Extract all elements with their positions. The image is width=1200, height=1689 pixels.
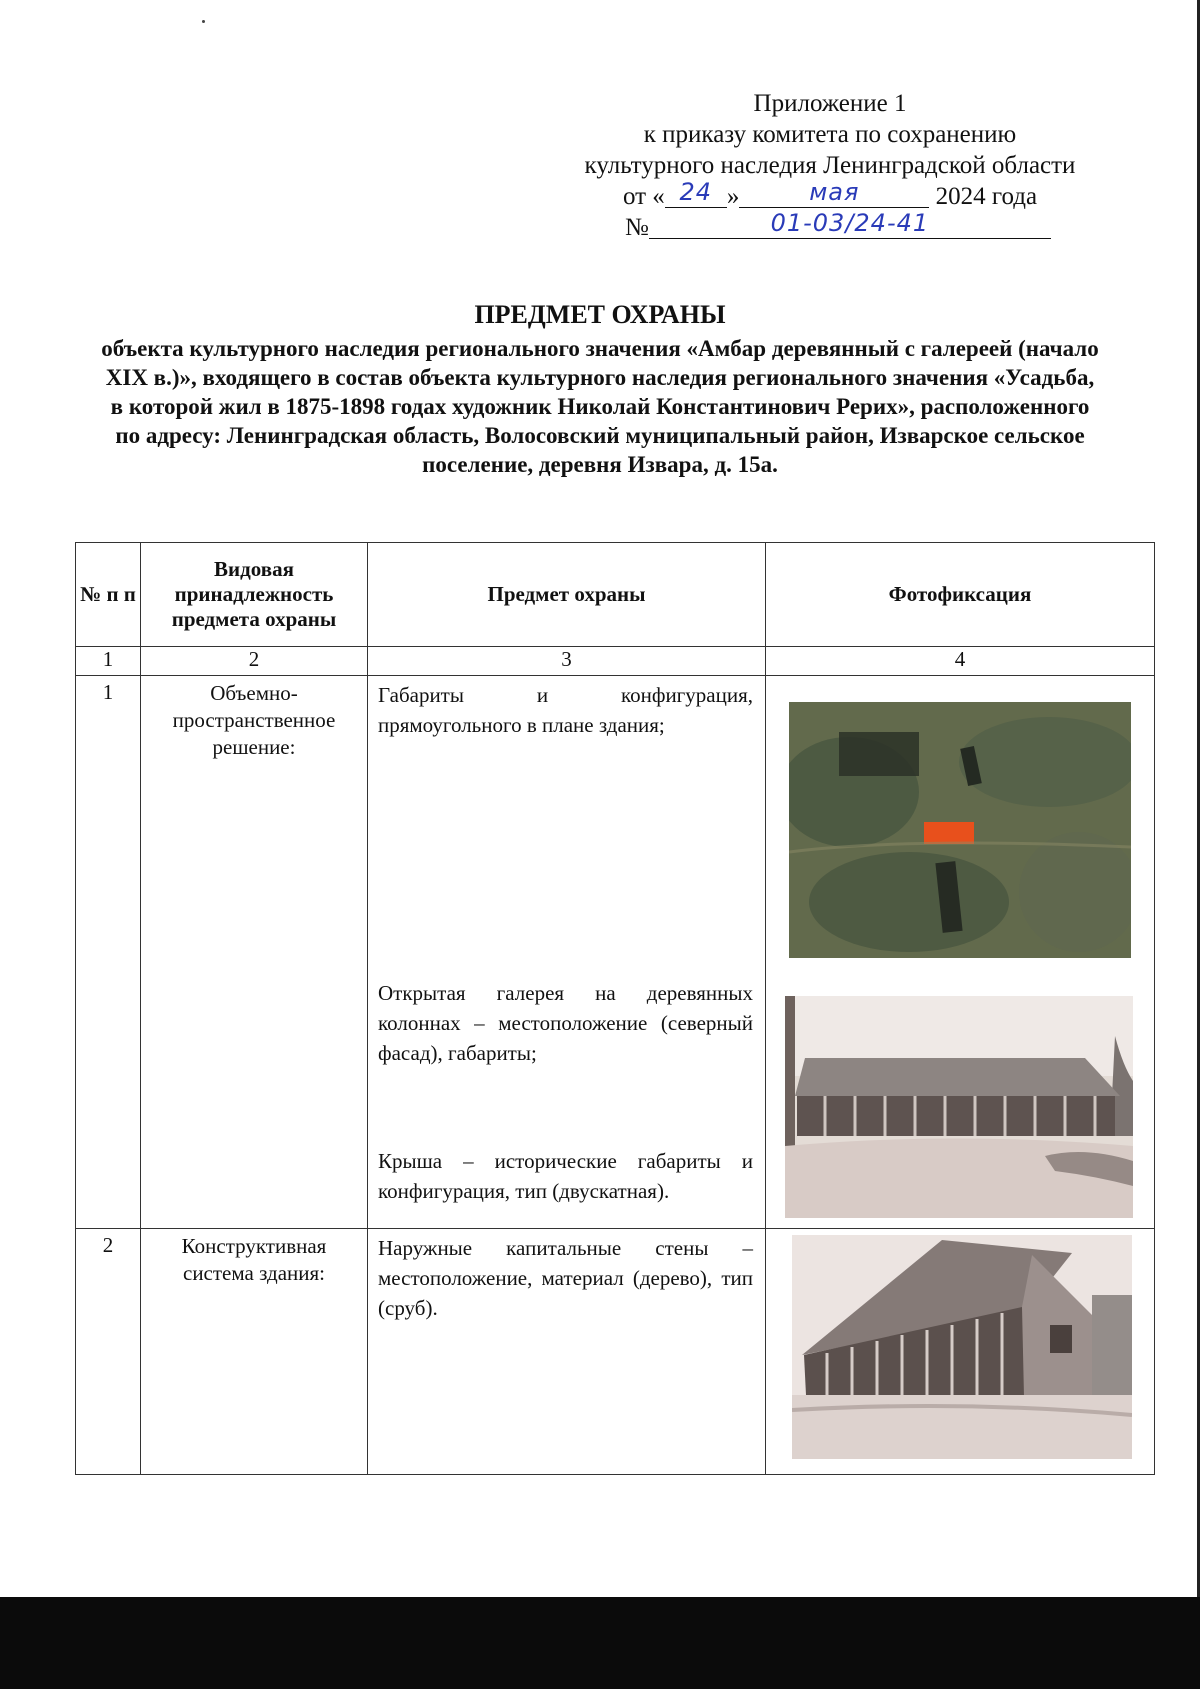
row-number: 1 (76, 676, 141, 1229)
row-type: Объемно-пространственное решение: (141, 676, 368, 1229)
row-number: 2 (76, 1229, 141, 1475)
document-title: ПРЕДМЕТ ОХРАНЫ (474, 300, 726, 329)
header-subject: Предмет охраны (368, 543, 766, 647)
appendix-line2: к приказу комитета по сохранению (643, 121, 1017, 148)
appendix-header (540, 88, 1120, 243)
gallery-facade-photo (785, 996, 1133, 1218)
table-index-row (76, 647, 1155, 676)
number-prefix: № (625, 214, 649, 241)
index-cell: 3 (368, 647, 766, 676)
date-day-field (665, 178, 727, 208)
appendix-date-line (540, 178, 1120, 212)
scan-speck (202, 20, 205, 23)
date-month-handwritten: мая (809, 178, 860, 206)
number-handwritten: 01-03/24-41 (770, 209, 930, 237)
document-subtitle: объекта культурного наследия регионального значения «Амбар деревянный с галереей (начало XIX в.)», входящего в состав объекта культурного наследия регионального значения «Усадьба, в которой жил в 1875-1898 годах художник Николай Константинович Рерих», расположенного по адресу: Ленинградская область, Волосовский муниципальный район, Изварское сельское поселение, деревня Извара, д. 15а. (101, 336, 1099, 477)
protection-table (75, 542, 1155, 1475)
appendix-number-line (540, 209, 1120, 243)
table-header-row (76, 543, 1155, 647)
date-mid: » (726, 183, 740, 210)
row-subject (368, 676, 766, 1229)
date-prefix: от « (622, 183, 665, 210)
header-photo: Фотофиксация (766, 543, 1155, 647)
header-type: Видовая принадлежность предмета охраны (141, 543, 368, 647)
subject-item: Наружные капитальные стены – местоположение, материал (дерево), тип (сруб). (378, 1236, 753, 1320)
row-photo (766, 1229, 1155, 1475)
index-cell: 4 (766, 647, 1155, 676)
appendix-line3: культурного наследия Ленинградской области (584, 152, 1076, 179)
row-subject (368, 1229, 766, 1475)
satellite-photo (789, 702, 1131, 958)
date-month-field (739, 178, 929, 208)
index-cell: 2 (141, 647, 368, 676)
date-day-handwritten: 24 (679, 178, 713, 206)
scan-bottom-band (0, 1597, 1200, 1689)
appendix-title: Приложение 1 (753, 90, 907, 117)
row-photo (766, 676, 1155, 1229)
subject-item: Габариты и конфигурация, прямоугольного в плане здания; (378, 683, 753, 737)
header-number: № п п (76, 543, 141, 647)
table-row (76, 1229, 1155, 1475)
side-facade-photo (792, 1235, 1132, 1459)
index-cell: 1 (76, 647, 141, 676)
number-field (649, 209, 1051, 239)
table-row (76, 676, 1155, 1229)
subject-item: Крыша – исторические габариты и конфигурация, тип (двускатная). (378, 1149, 753, 1203)
row-type: Конструктивная система здания: (141, 1229, 368, 1475)
date-suffix: 2024 года (935, 183, 1038, 210)
subject-item: Открытая галерея на деревянных колоннах – местоположение (северный фасад), габариты; (378, 981, 753, 1065)
